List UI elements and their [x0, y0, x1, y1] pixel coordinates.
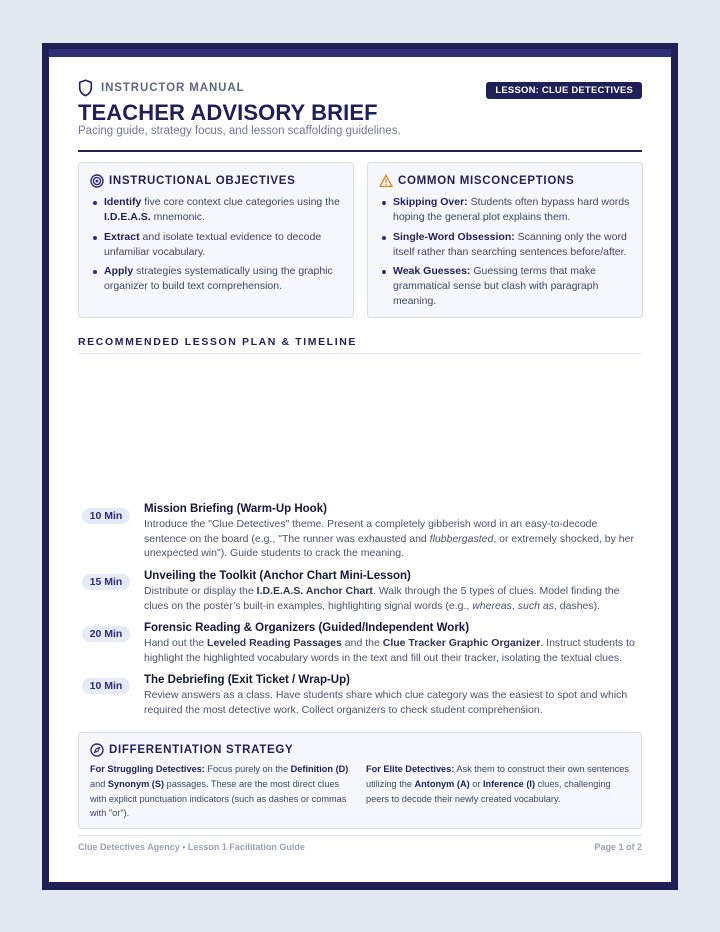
compass-icon: [90, 743, 104, 757]
document-page: [49, 49, 671, 882]
list-item: Skipping Over: Students often bypass hard words hoping the general plot explains them.: [379, 195, 630, 225]
list-item: Weak Guesses: Guessing terms that make grammatical sense but clash with paragraph meaning.: [379, 264, 630, 309]
duration-badge: 15 Min: [82, 574, 130, 590]
lesson-plan-divider: [78, 353, 642, 354]
timeline-step-body: [144, 621, 642, 665]
timeline-step-body: [144, 502, 642, 561]
shield-icon: [78, 79, 93, 97]
duration-badge: 10 Min: [82, 508, 130, 524]
differentiation-title: DIFFERENTIATION STRATEGY: [109, 744, 294, 756]
manual-label-row: [78, 79, 245, 97]
timeline-step-description: Distribute or display the I.D.E.A.S. Anchor Chart. Walk through the 5 types of clues. Model finding the clues on the poster’s built-in examples, highlighting signal words (e.g., whereas, such as, dashes).: [144, 585, 620, 612]
objectives-header: [90, 174, 341, 188]
objectives-list: [90, 195, 341, 294]
timeline-step-title: Unveiling the Toolkit (Anchor Chart Mini-Lesson): [144, 570, 411, 582]
misconceptions-list: [379, 195, 630, 309]
title-divider: [78, 150, 642, 152]
timeline-step-body: [144, 569, 642, 613]
list-item: Apply strategies systematically using the graphic organizer to build text comprehension.: [90, 264, 341, 294]
timeline-step-description: Introduce the "Clue Detectives" theme. Present a completely gibberish word in an easy-to-decode sentence on the board (e.g., "The runner was exhausted and flubbergasted, or extremely shocked, by her unexpected win"). Guide students to crack the meaning.: [144, 518, 634, 560]
manual-label: INSTRUCTOR MANUAL: [101, 82, 245, 94]
page-subtitle: Pacing guide, strategy focus, and lesson scaffolding guidelines.: [78, 125, 401, 137]
timeline-step-title: Forensic Reading & Organizers (Guided/Independent Work): [144, 622, 470, 634]
objectives-card: [78, 162, 354, 318]
timeline-step-description: Review answers as a class. Have students share which clue category was the easiest to spot and which required the most detective work. Collect organizers to check student comprehension.: [144, 689, 628, 716]
footer-divider: [78, 835, 642, 836]
page-title: TEACHER ADVISORY BRIEF: [78, 100, 378, 125]
misconceptions-card: [367, 162, 643, 318]
warning-icon: [379, 174, 393, 188]
top-accent-band: [49, 49, 671, 57]
differentiation-header: [90, 743, 293, 757]
objectives-title: INSTRUCTIONAL OBJECTIVES: [109, 175, 296, 187]
duration-badge: 20 Min: [82, 626, 130, 642]
elite-strategy: For Elite Detectives: Ask them to construct their own sentences utilizing the Antonym (A) or Inference (I) clues, challenging peers to decode their newly created vocabulary.: [366, 764, 629, 804]
list-item: Identify five core context clue categories using the I.D.E.A.S. mnemonic.: [90, 195, 341, 225]
footer-guide-label: Clue Detectives Agency • Lesson 1 Facilitation Guide: [78, 842, 305, 852]
misconceptions-title: COMMON MISCONCEPTIONS: [398, 175, 575, 187]
differentiation-card: [78, 732, 642, 829]
timeline-step-description: Hand out the Leveled Reading Passages and the Clue Tracker Graphic Organizer. Instruct students to highlight the highlighted vocabulary words in the text and fill out their tracker, isolating the textual clues.: [144, 637, 635, 664]
list-item: Single-Word Obsession: Scanning only the word itself rather than searching sentences before/after.: [379, 230, 630, 260]
lesson-plan-heading: RECOMMENDED LESSON PLAN & TIMELINE: [78, 336, 357, 348]
timeline-step-body: [144, 673, 642, 717]
struggling-strategy: For Struggling Detectives: Focus purely on the Definition (D) and Synonym (S) passages. These are the most direct clues with explicit punctuation indicators (such as dashes or commas with "or").: [90, 764, 349, 819]
misconceptions-header: [379, 174, 630, 188]
timeline-step-title: Mission Briefing (Warm-Up Hook): [144, 503, 327, 515]
timeline-step-title: The Debriefing (Exit Ticket / Wrap-Up): [144, 674, 350, 686]
lesson-badge: LESSON: CLUE DETECTIVES: [486, 82, 642, 99]
list-item: Extract and isolate textual evidence to decode unfamiliar vocabulary.: [90, 230, 341, 260]
duration-badge: 10 Min: [82, 678, 130, 694]
page-number: Page 1 of 2: [594, 842, 642, 852]
target-icon: [90, 174, 104, 188]
